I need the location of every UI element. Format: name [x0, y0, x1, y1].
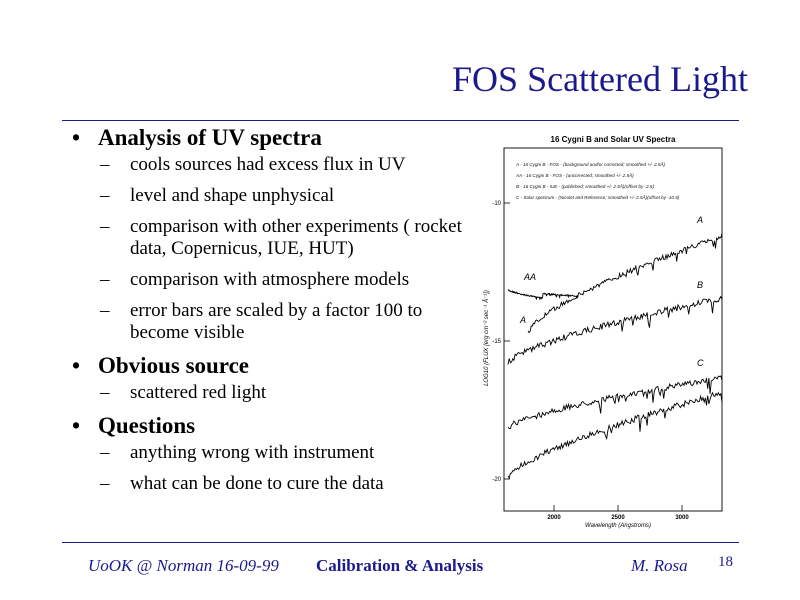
legend-line: AA - 16 Cygni B - FOS - (uncorrected; smoothed +/- 2.5Å): [516, 173, 634, 178]
sub-item: [98, 154, 472, 176]
dash: –: [100, 442, 110, 463]
bullet-obvious-source: [72, 353, 472, 379]
y-axis-label: LOG10 (FLUX [erg cm⁻² sec⁻¹ Å⁻¹]): [484, 290, 490, 386]
sub-item: [98, 269, 472, 291]
footer-divider: [62, 542, 739, 543]
x-ticks: [554, 505, 682, 511]
spectrum-aa: [508, 289, 578, 299]
dash: –: [100, 473, 110, 494]
legend-line: C - Solar spectrum - (Nicolet and Reference; smoothed +/- 2.5Å)(offset by -10.5): [516, 195, 680, 200]
sub-list-questions: [98, 442, 472, 495]
bullet-questions: [72, 413, 472, 439]
x-tick-label: 2000: [547, 515, 561, 521]
footer-author: M. Rosa: [631, 556, 688, 575]
legend-line: A - 16 Cygni B - FOS - (background and/or corrected; smoothed +/- 2.5Å): [516, 162, 666, 167]
dash: –: [100, 382, 110, 403]
dash: –: [100, 300, 110, 321]
x-axis-label: Wavelength (Angstroms): [585, 523, 651, 529]
sub-item-text: cools sources had excess flux in UV: [130, 154, 406, 175]
sub-list-analysis: [98, 154, 472, 344]
footer-title: Calibration & Analysis: [316, 556, 484, 575]
spectra-curves: [508, 234, 722, 479]
figure-title: 16 Cygni B and Solar UV Spectra: [550, 135, 676, 144]
bullet-heading: Obvious source: [98, 353, 250, 378]
sub-item: [98, 300, 472, 344]
spectrum-a: [528, 234, 722, 333]
x-tick-label: 3000: [675, 515, 689, 521]
sub-item: [98, 216, 472, 260]
dash: –: [100, 185, 110, 206]
sub-list-source: [98, 382, 472, 404]
bullet-list: [72, 125, 472, 504]
bullet-dot: •: [72, 353, 81, 378]
y-tick-label: -10: [492, 201, 501, 207]
bullet-analysis: [72, 125, 472, 151]
curve-label-c: C: [697, 358, 704, 368]
page-number: 18: [718, 554, 733, 570]
dash: –: [100, 154, 110, 175]
sub-item: [98, 442, 472, 464]
dash: –: [100, 216, 110, 237]
uv-spectra-figure: [468, 128, 730, 533]
sub-item-text: comparison with atmosphere models: [130, 269, 410, 290]
bullet-heading: Questions: [98, 413, 196, 438]
curve-label-a: A: [697, 215, 704, 225]
sub-item-text: scattered red light: [130, 382, 267, 403]
sub-item-text: error bars are scaled by a factor 100 to become visible: [130, 300, 423, 343]
bullet-dot: •: [72, 413, 81, 438]
legend-line: B - 16 Cygni B - IUE - (published; smoothed +/- 2.5Å)(offset by -2.5): [516, 184, 654, 189]
sub-item: [98, 185, 472, 207]
sub-item-text: comparison with other experiments ( rocket data, Copernicus, IUE, HUT): [130, 216, 462, 259]
bullet-dot: •: [72, 125, 81, 150]
spectrum-c-low: [508, 393, 722, 478]
curve-label-a-low: A: [520, 315, 527, 325]
y-tick-label: -15: [492, 339, 501, 345]
sub-item: [98, 473, 472, 495]
x-tick-label: 2500: [611, 515, 625, 521]
y-tick-label: -20: [492, 477, 501, 483]
sub-item: [98, 382, 472, 404]
sub-item-text: what can be done to cure the data: [130, 473, 384, 494]
spectrum-b: [508, 297, 722, 365]
sub-item-text: level and shape unphysical: [130, 185, 335, 206]
curve-label-aa: AA: [524, 272, 537, 282]
y-ticks: [504, 203, 510, 479]
bullet-heading: Analysis of UV spectra: [98, 125, 322, 150]
curve-label-b: B: [697, 280, 704, 290]
sub-item-text: anything wrong with instrument: [130, 442, 375, 463]
dash: –: [100, 269, 110, 290]
title-divider: [62, 120, 739, 121]
slide-title: FOS Scattered Light: [452, 59, 748, 99]
spectrum-c: [508, 376, 722, 429]
footer-event: UoOK @ Norman 16-09-99: [88, 556, 279, 575]
